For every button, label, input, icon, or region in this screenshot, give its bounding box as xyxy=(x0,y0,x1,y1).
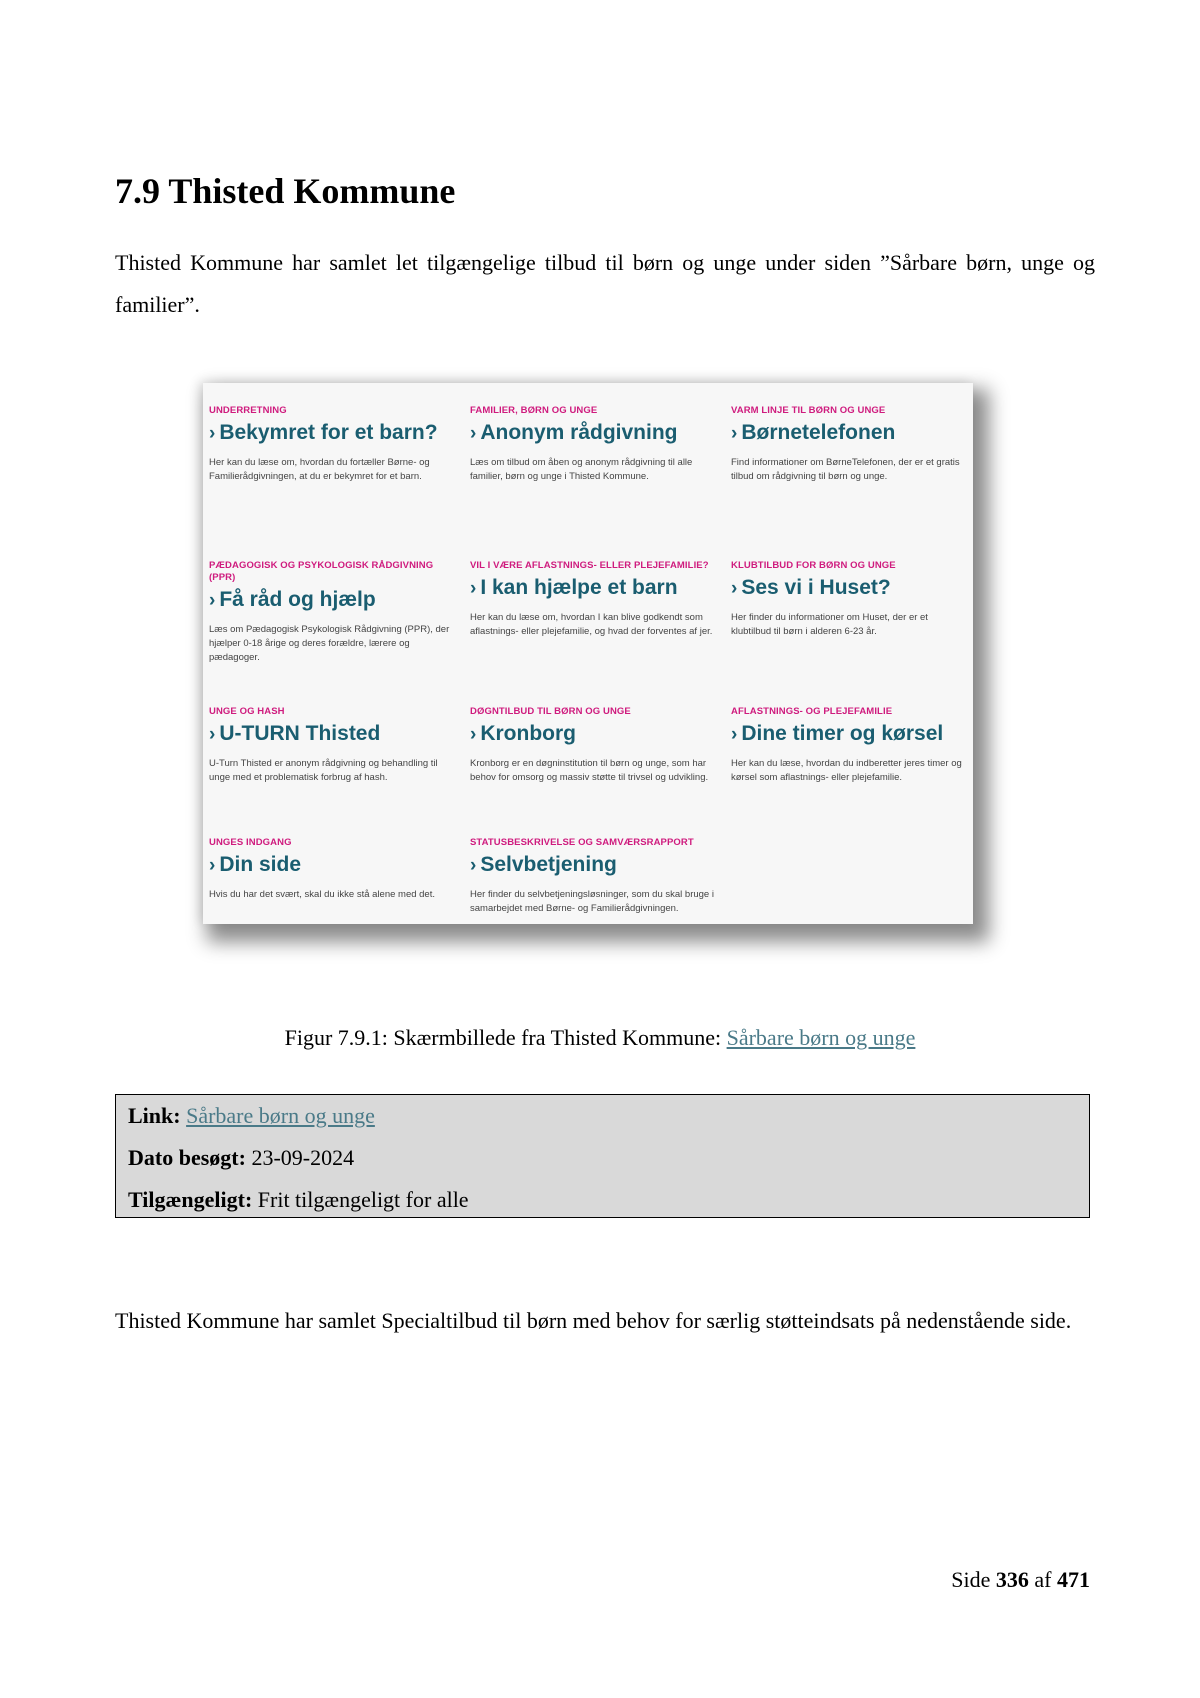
card-description: Her kan du læse om, hvordan du fortæller Børne- og Familierådgivningen, at du er bekymret for et barn. xyxy=(209,457,430,482)
card-title: Kronborg xyxy=(480,722,576,745)
service-card[interactable] xyxy=(725,684,973,815)
service-card[interactable] xyxy=(725,538,973,684)
second-paragraph: Thisted Kommune har samlet Specialtilbud til børn med behov for særlig støtteindsats på nedenstående side. xyxy=(115,1308,1072,1333)
card-title: Børnetelefonen xyxy=(741,421,896,444)
service-card[interactable] xyxy=(203,383,464,538)
chevron-right-icon: › xyxy=(470,855,477,876)
chevron-right-icon: › xyxy=(731,578,738,599)
card-title: Få råd og hjælp xyxy=(219,588,376,611)
service-card[interactable] xyxy=(464,383,725,538)
chevron-right-icon: › xyxy=(470,724,477,745)
card-category: FAMILIER, BØRN OG UNGE xyxy=(470,405,598,416)
card-category: UNGES INDGANG xyxy=(209,837,292,848)
card-description: Find informationer om BørneTelefonen, der er et gratis tilbud om rådgivning til børn og unge. xyxy=(731,457,960,482)
card-category: UNGE OG HASH xyxy=(209,706,285,717)
service-card[interactable] xyxy=(464,684,725,815)
card-title-link[interactable] xyxy=(470,421,721,446)
service-card[interactable] xyxy=(203,538,464,684)
chevron-right-icon: › xyxy=(470,423,477,444)
chevron-right-icon: › xyxy=(209,590,216,611)
footer-separator: af xyxy=(1034,1567,1052,1592)
card-title-link[interactable] xyxy=(470,853,721,878)
card-category: VIL I VÆRE AFLASTNINGS- ELLER PLEJEFAMILIE? xyxy=(470,560,709,571)
card-title-link[interactable] xyxy=(209,588,460,613)
chevron-right-icon: › xyxy=(209,724,216,745)
card-description: Her kan du læse om, hvordan I kan blive godkendt som aflastnings- eller plejefamilie, og hvad der forventes af jer. xyxy=(470,612,713,637)
card-title-link[interactable] xyxy=(731,722,969,747)
caption-text: Figur 7.9.1: Skærmbillede fra Thisted Kommune: xyxy=(284,1025,727,1050)
source-info-box xyxy=(115,1094,1090,1218)
card-title-link[interactable] xyxy=(470,576,721,601)
service-card[interactable] xyxy=(203,815,464,924)
card-title-link[interactable] xyxy=(731,421,969,446)
card-title-link[interactable] xyxy=(209,421,460,446)
card-description: Her kan du læse, hvordan du indberetter jeres timer og kørsel som aflastnings- eller plejefamilie. xyxy=(731,758,962,783)
card-category: AFLASTNINGS- OG PLEJEFAMILIE xyxy=(731,706,893,717)
info-link-label: Link: xyxy=(128,1103,181,1128)
info-date-row xyxy=(128,1137,1077,1179)
chevron-right-icon: › xyxy=(209,423,216,444)
card-description: U-Turn Thisted er anonym rådgivning og behandling til unge med et problematisk forbrug af hash. xyxy=(209,758,438,783)
card-description: Her finder du selvbetjeningsløsninger, som du skal bruge i samarbejdet med Børne- og Familierådgivningen. xyxy=(470,889,714,914)
card-description: Her finder du informationer om Huset, der er et klubtilbud til børn i alderen 6-23 år. xyxy=(731,612,928,637)
info-access-row xyxy=(128,1179,1077,1221)
chevron-right-icon: › xyxy=(731,423,738,444)
info-date-value: 23-09-2024 xyxy=(251,1145,355,1170)
card-title: I kan hjælpe et barn xyxy=(480,576,678,599)
info-access-label: Tilgængeligt: xyxy=(128,1187,253,1212)
card-title-link[interactable] xyxy=(209,722,460,747)
chevron-right-icon: › xyxy=(470,578,477,599)
intro-paragraph: Thisted Kommune har samlet let tilgængelige tilbud til børn og unge under siden ”Sårbare børn, unge og familier”. xyxy=(115,250,1095,317)
card-title-link[interactable] xyxy=(209,853,460,878)
info-link[interactable]: Sårbare børn og unge xyxy=(186,1103,375,1128)
service-card[interactable] xyxy=(464,538,725,684)
chevron-right-icon: › xyxy=(209,855,216,876)
card-description: Læs om tilbud om åben og anonym rådgivning til alle familier, børn og unge i Thisted Kommune. xyxy=(470,457,693,482)
service-card[interactable] xyxy=(203,684,464,815)
card-category: VARM LINJE TIL BØRN OG UNGE xyxy=(731,405,886,416)
service-card-grid xyxy=(203,383,973,924)
figure-caption xyxy=(0,1023,1200,1053)
card-title: Dine timer og kørsel xyxy=(741,722,944,745)
caption-link[interactable]: Sårbare børn og unge xyxy=(726,1025,916,1050)
page-footer xyxy=(951,1565,1090,1595)
card-title: Selvbetjening xyxy=(480,853,617,876)
card-category: STATUSBESKRIVELSE OG SAMVÆRSRAPPORT xyxy=(470,837,694,848)
card-title: Ses vi i Huset? xyxy=(741,576,891,599)
card-category: PÆDAGOGISK OG PSYKOLOGISK RÅDGIVNING (PPR) xyxy=(209,560,434,583)
screenshot-figure xyxy=(203,383,973,924)
section-heading: 7.9 Thisted Kommune xyxy=(115,171,456,211)
card-title: Din side xyxy=(219,853,302,876)
card-title-link[interactable] xyxy=(731,576,969,601)
card-title: Anonym rådgivning xyxy=(480,421,678,444)
card-description: Kronborg er en døgninstitution til børn og unge, som har behov for omsorg og massiv støtte til trivsel og udvikling. xyxy=(470,758,709,783)
info-date-label: Dato besøgt: xyxy=(128,1145,246,1170)
info-access-value: Frit tilgængeligt for alle xyxy=(257,1187,469,1212)
card-category: DØGNTILBUD TIL BØRN OG UNGE xyxy=(470,706,631,717)
card-description: Læs om Pædagogisk Psykologisk Rådgivning (PPR), der hjælper 0-18 årige og deres forældre, lærere og pædagoger. xyxy=(209,624,450,663)
card-category: KLUBTILBUD FOR BØRN OG UNGE xyxy=(731,560,896,571)
info-link-row xyxy=(128,1095,1077,1137)
card-description: Hvis du har det svært, skal du ikke stå alene med det. xyxy=(209,889,435,900)
card-title-link[interactable] xyxy=(470,722,721,747)
card-category: UNDERRETNING xyxy=(209,405,287,416)
footer-page-total: 471 xyxy=(1057,1567,1090,1592)
footer-page-number: 336 xyxy=(995,1567,1029,1592)
service-card[interactable] xyxy=(725,383,973,538)
card-title: U-TURN Thisted xyxy=(219,722,381,745)
footer-prefix: Side xyxy=(951,1567,991,1592)
service-card[interactable] xyxy=(464,815,725,924)
chevron-right-icon: › xyxy=(731,724,738,745)
card-title: Bekymret for et barn? xyxy=(219,421,438,444)
